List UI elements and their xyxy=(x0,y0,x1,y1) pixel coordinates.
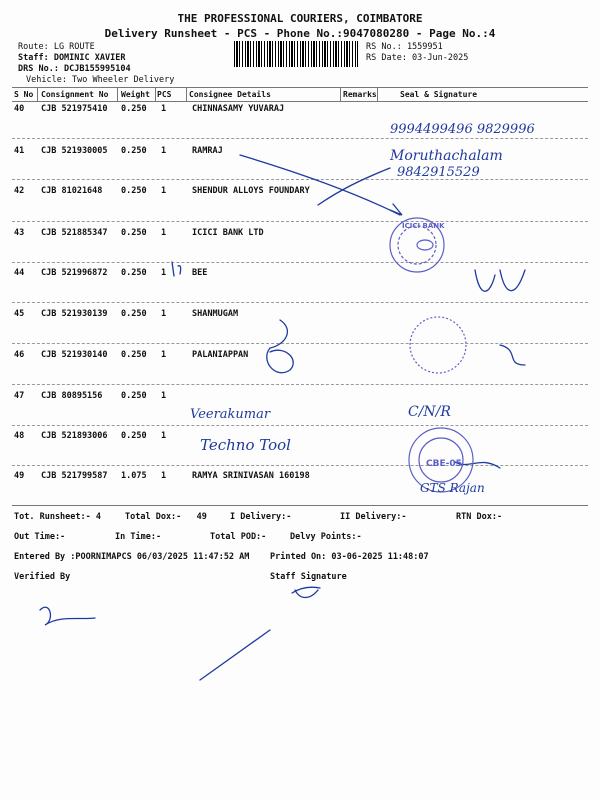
row-consignment: CJB 521996872 xyxy=(41,268,108,278)
handwriting-row40: 9994499496 9829996 xyxy=(390,122,535,137)
arrow-line xyxy=(240,155,400,215)
handwriting-row47: Veerakumar xyxy=(190,407,271,422)
stamp-row46 xyxy=(410,317,466,373)
row-sno: 49 xyxy=(14,471,25,481)
row-sno: 44 xyxy=(14,268,25,278)
row-pcs: 1 xyxy=(161,228,167,238)
rs-date: RS Date: 03-Jun-2025 xyxy=(366,53,469,63)
delvy-points: Delvy Points:- xyxy=(290,532,362,542)
row-weight: 0.250 xyxy=(121,228,147,238)
verified-by: Verified By xyxy=(14,572,71,582)
runsheet-subtitle: Delivery Runsheet - PCS - Phone No.:9047080280 - Page No.:4 xyxy=(104,27,496,40)
row-pcs: 1 xyxy=(161,471,167,481)
rtn-dox: RTN Dox:- xyxy=(456,512,503,522)
handwriting-row48b: C/N/R xyxy=(408,404,451,420)
row-consignee: SHENDUR ALLOYS FOUNDARY xyxy=(192,186,310,196)
col-remarks: Remarks xyxy=(343,90,377,99)
row-pcs: 1 xyxy=(161,146,167,156)
stamp-cbe-text: CBE-05 xyxy=(426,459,462,469)
row-consignee: SHANMUGAM xyxy=(192,309,239,319)
row-weight: 0.250 xyxy=(121,309,147,319)
row-pcs: 1 xyxy=(161,104,167,114)
row-consignee: CHINNASAMY YUVARAJ xyxy=(192,104,285,114)
row-sno: 46 xyxy=(14,350,25,360)
row-sno: 45 xyxy=(14,309,25,319)
col-consignee: Consignee Details xyxy=(189,90,271,99)
row-consignment: CJB 521975410 xyxy=(41,104,108,114)
route-label: Route: LG ROUTE xyxy=(18,42,95,52)
row-consignment: CJB 521885347 xyxy=(41,228,108,238)
col-sno: S No xyxy=(14,90,34,99)
row-weight: 0.250 xyxy=(121,186,147,196)
row-consignment: CJB 81021648 xyxy=(41,186,103,196)
row-consignee: RAMRAJ xyxy=(192,146,223,156)
row-pcs: 1 xyxy=(161,309,167,319)
company-title: THE PROFESSIONAL COURIERS, COIMBATORE xyxy=(177,12,423,25)
col-pcs: PCS xyxy=(157,90,172,99)
row-consignment: CJB 521930005 xyxy=(41,146,108,156)
initials-scribble xyxy=(172,262,181,276)
handwriting-row41b: 9842915529 xyxy=(397,165,480,180)
row-sno: 47 xyxy=(14,391,25,401)
col-consignment: Consignment No xyxy=(41,90,109,99)
tot-runsheet: Tot. Runsheet:- 4 xyxy=(14,512,101,522)
row-consignment: CJB 521930140 xyxy=(41,350,108,360)
handwriting-row49: GTS Rajan xyxy=(420,481,485,495)
total-dox: Total Dox:- 49 xyxy=(125,512,207,522)
signature-palaniappan xyxy=(267,320,293,373)
arrow-line-2 xyxy=(318,168,390,205)
in-time: In Time:- xyxy=(115,532,162,542)
col-seal-signature: Seal & Signature xyxy=(400,90,478,99)
rs-no: RS No.: 1559951 xyxy=(366,42,443,52)
row-consignee: ICICI BANK LTD xyxy=(192,228,264,238)
stamp-icici-text: ICICI BANK xyxy=(402,222,445,230)
row-consignment: CJB 521893006 xyxy=(41,431,108,441)
row-weight: 0.250 xyxy=(121,268,147,278)
out-time: Out Time:- xyxy=(14,532,66,542)
stray-line xyxy=(200,630,270,680)
i-delivery: I Delivery:- xyxy=(230,512,292,522)
row-sno: 43 xyxy=(14,228,25,238)
signature-verified xyxy=(40,607,95,625)
row-pcs: 1 xyxy=(161,186,167,196)
row-pcs: 1 xyxy=(161,350,167,360)
row-consignment: CJB 521930139 xyxy=(41,309,108,319)
entered-by: Entered By :POORNIMAPCS 06/03/2025 11:47:52 AM xyxy=(14,552,250,562)
signature-row44 xyxy=(475,270,525,291)
drs-label: DRS No.: DCJB155995104 xyxy=(18,64,131,74)
staff-signature: Staff Signature xyxy=(270,572,347,582)
ii-delivery: II Delivery:- xyxy=(340,512,407,522)
row-pcs: 1 xyxy=(161,391,167,401)
row-weight: 0.250 xyxy=(121,350,147,360)
row-sno: 42 xyxy=(14,186,25,196)
signature-staff xyxy=(292,587,320,597)
printed-on: Printed On: 03-06-2025 11:48:07 xyxy=(270,552,429,562)
row-weight: 0.250 xyxy=(121,146,147,156)
row-sno: 41 xyxy=(14,146,25,156)
row-weight: 0.250 xyxy=(121,104,147,114)
row-consignee: RAMYA SRINIVASAN 160198 xyxy=(192,471,310,481)
row-sno: 40 xyxy=(14,104,25,114)
handwriting-row48: Techno Tool xyxy=(200,436,291,454)
staff-label: Staff: DOMINIC XAVIER xyxy=(18,53,126,63)
row-consignment: CJB 521799587 xyxy=(41,471,108,481)
row-weight: 0.250 xyxy=(121,391,147,401)
row-consignee: BEE xyxy=(192,268,208,278)
row-consignee: PALANIAPPAN xyxy=(192,350,249,360)
handwriting-row41a: Moruthachalam xyxy=(390,148,503,164)
vehicle-label: Vehicle: Two Wheeler Delivery xyxy=(26,75,175,85)
total-pod: Total POD:- xyxy=(210,532,267,542)
row-pcs: 1 xyxy=(161,268,167,278)
row-consignment: CJB 80895156 xyxy=(41,391,103,401)
row-weight: 1.075 xyxy=(121,471,147,481)
signature-row46 xyxy=(500,345,525,365)
row-pcs: 1 xyxy=(161,431,167,441)
col-weight: Weight xyxy=(121,90,150,99)
row-weight: 0.250 xyxy=(121,431,147,441)
row-sno: 48 xyxy=(14,431,25,441)
